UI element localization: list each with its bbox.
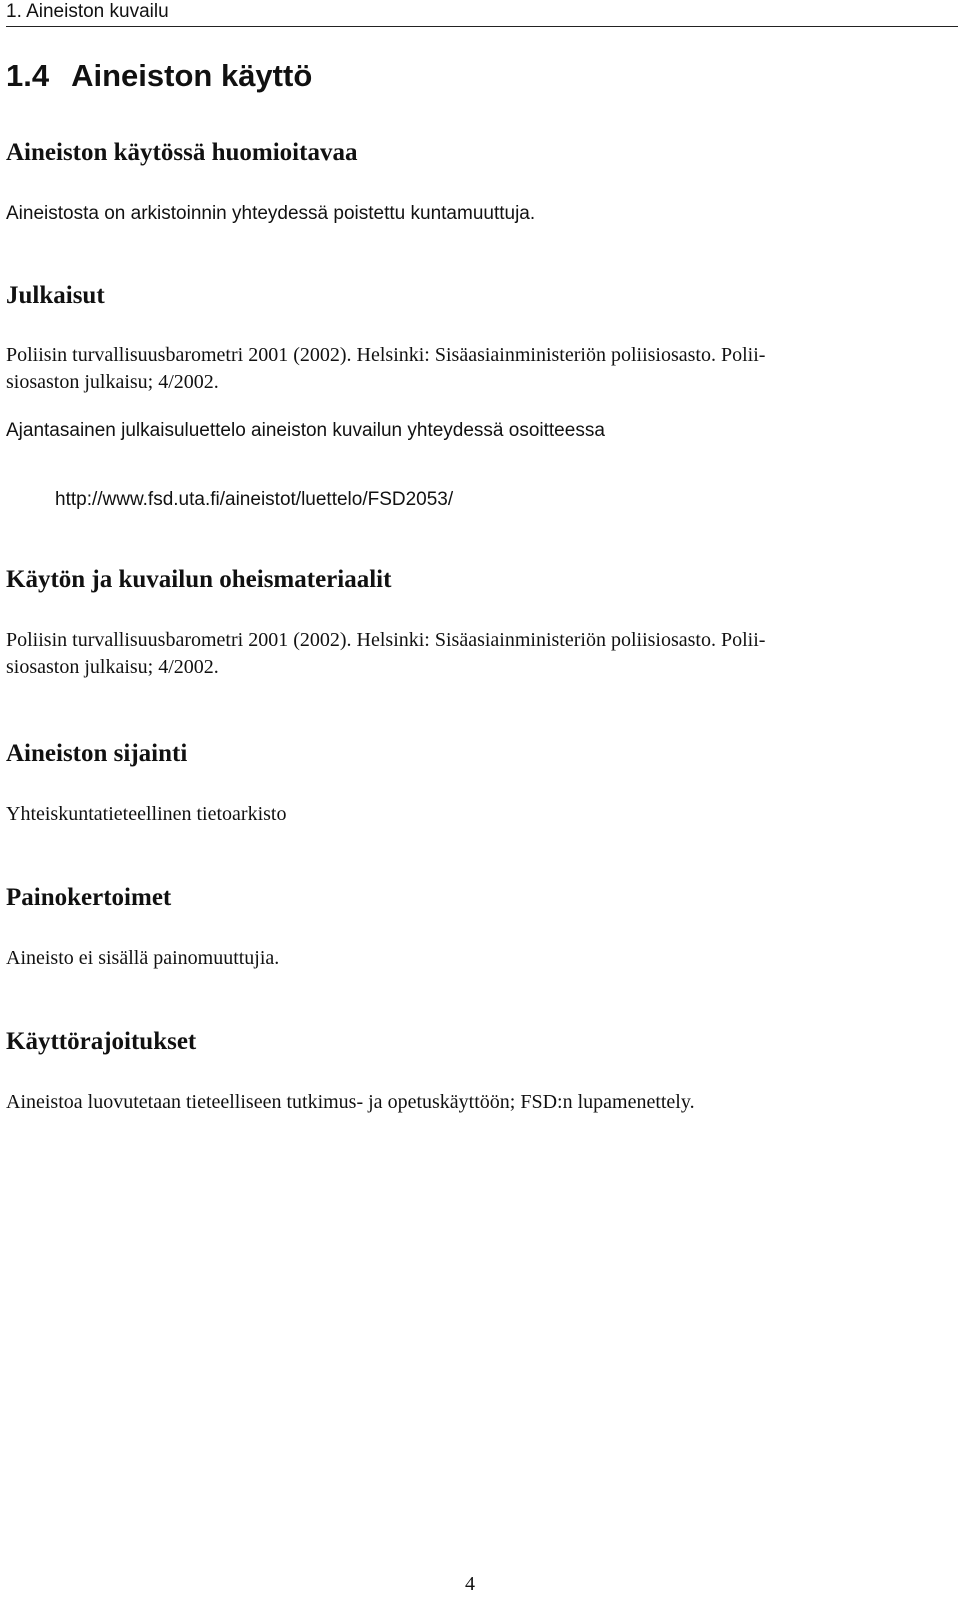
oheismateriaalit-line-2: siosaston julkaisu; 4/2002. bbox=[6, 656, 219, 678]
section-title bbox=[6, 56, 312, 96]
text-kayttorajoitukset: Aineistoa luovutetaan tieteelliseen tutkimus- ja opetuskäyttöön; FSD:n lupamenettely. bbox=[6, 1091, 695, 1113]
running-header: 1. Aineiston kuvailu bbox=[6, 1, 169, 22]
section-number: 1.4 bbox=[6, 58, 50, 93]
header-rule bbox=[6, 26, 958, 27]
heading-kayttorajoitukset: Käyttörajoitukset bbox=[6, 1028, 197, 1055]
heading-painokertoimet: Painokertoimet bbox=[6, 884, 172, 911]
heading-oheismateriaalit: Käytön ja kuvailun oheismateriaalit bbox=[6, 566, 392, 593]
heading-huomioitavaa: Aineiston käytössä huomioitavaa bbox=[6, 139, 358, 166]
publication-list-url[interactable]: http://www.fsd.uta.fi/aineistot/luettelo/FSD2053/ bbox=[55, 489, 454, 510]
text-painokertoimet: Aineisto ei sisällä painomuuttujia. bbox=[6, 947, 280, 969]
heading-julkaisut: Julkaisut bbox=[6, 282, 105, 309]
heading-sijainti: Aineiston sijainti bbox=[6, 740, 188, 767]
oheismateriaalit-line-1: Poliisin turvallisuusbarometri 2001 (2002). Helsinki: Sisäasiainministeriön poliisiosasto. Polii- bbox=[6, 629, 766, 651]
julkaisut-line-1: Poliisin turvallisuusbarometri 2001 (2002). Helsinki: Sisäasiainministeriön poliisiosasto. Polii- bbox=[6, 344, 766, 366]
julkaisut-line-2: siosaston julkaisu; 4/2002. bbox=[6, 371, 219, 393]
section-title-text: Aineiston käyttö bbox=[71, 58, 313, 93]
julkaisut-note: Ajantasainen julkaisuluettelo aineiston kuvailun yhteydessä osoitteessa bbox=[6, 420, 605, 441]
text-huomioitavaa: Aineistosta on arkistoinnin yhteydessä poistettu kuntamuuttuja. bbox=[6, 203, 536, 224]
page-number: 4 bbox=[465, 1573, 475, 1595]
text-sijainti: Yhteiskuntatieteellinen tietoarkisto bbox=[6, 803, 287, 825]
